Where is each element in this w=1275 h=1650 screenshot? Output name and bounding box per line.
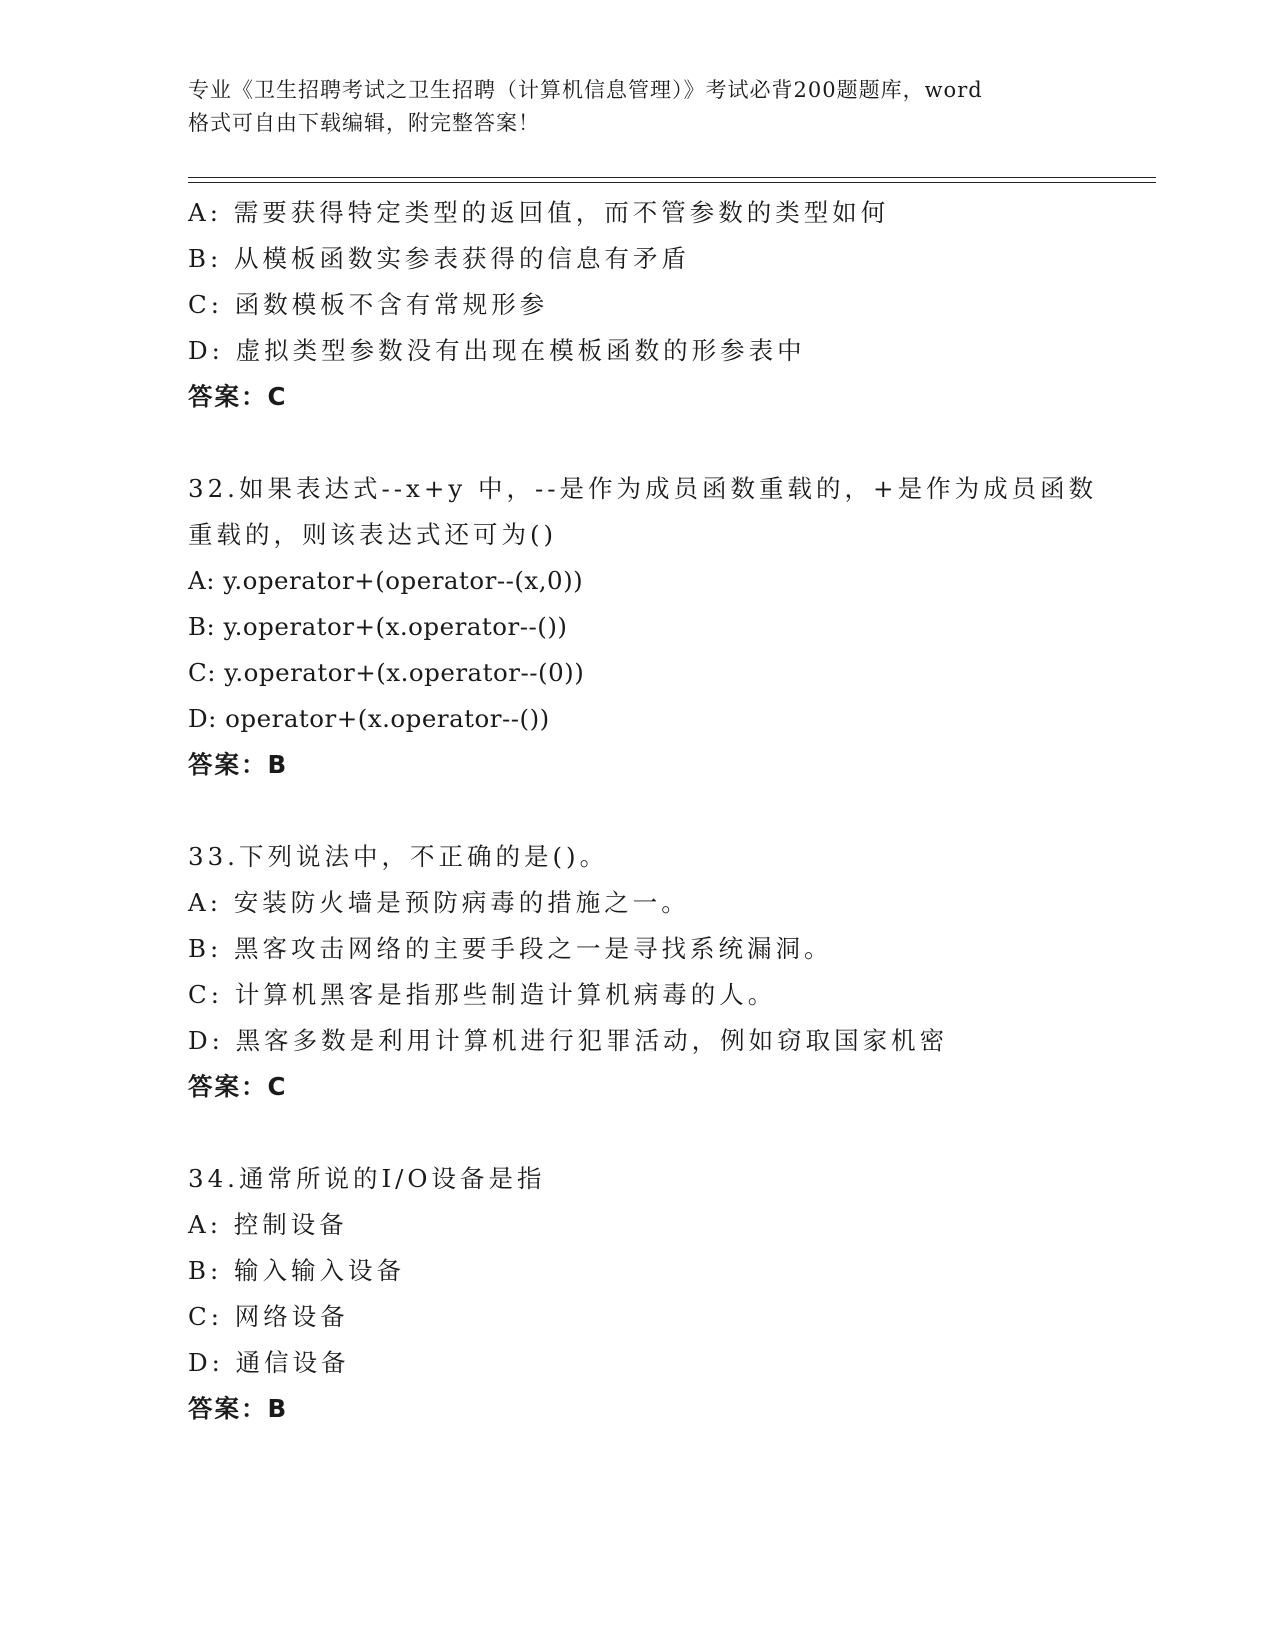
option-d: D: 通信设备 [188,1348,350,1377]
option-a: A: y.operator+(operator--(x,0)) [188,566,584,595]
question-stem: 33.下列说法中，不正确的是()。 [188,842,609,871]
option-b: B: y.operator+(x.operator--()) [188,612,568,641]
option-c: C: 函数模板不含有常规形参 [188,290,549,319]
option-a: A: 控制设备 [188,1210,348,1239]
option-c: C: 网络设备 [188,1302,349,1331]
question-stem-line-2: 重载的，则该表达式还可为() [188,520,558,549]
question-stem: 34.通常所说的I/O设备是指 [188,1164,546,1193]
option-d: D: 虚拟类型参数没有出现在模板函数的形参表中 [188,336,806,365]
question-31 [188,190,1148,420]
spacer [188,420,1148,466]
document-header [188,74,1088,140]
question-33 [188,834,1148,1110]
header-divider-top [188,177,1156,178]
question-32 [188,466,1148,788]
option-c: C: 计算机黑客是指那些制造计算机病毒的人。 [188,980,777,1009]
question-stem-line-1: 32.如果表达式--x+y 中，--是作为成员函数重载的，+是作为成员函数 [188,474,1098,503]
option-a: A: 需要获得特定类型的返回值，而不管参数的类型如何 [188,198,890,227]
answer-line: 答案：C [188,382,288,411]
answer-line: 答案：B [188,750,289,779]
spacer [188,1110,1148,1156]
question-list [188,190,1148,1432]
option-d: D: 黑客多数是利用计算机进行犯罪活动，例如窃取国家机密 [188,1026,949,1055]
header-line-1: 专业《卫生招聘考试之卫生招聘（计算机信息管理）》考试必背200题题库，word [188,78,983,102]
answer-line: 答案：C [188,1072,288,1101]
spacer [188,788,1148,834]
option-b: B: 黑客攻击网络的主要手段之一是寻找系统漏洞。 [188,934,833,963]
option-c: C: y.operator+(x.operator--(0)) [188,658,585,687]
header-line-2: 格式可自由下载编辑，附完整答案！ [188,111,540,135]
answer-line: 答案：B [188,1394,289,1423]
option-d: D: operator+(x.operator--()) [188,704,550,733]
option-a: A: 安装防火墙是预防病毒的措施之一。 [188,888,690,917]
header-divider-bottom [188,182,1156,183]
option-b: B: 输入输入设备 [188,1256,406,1285]
question-34 [188,1156,1148,1432]
option-b: B: 从模板函数实参表获得的信息有矛盾 [188,244,691,273]
